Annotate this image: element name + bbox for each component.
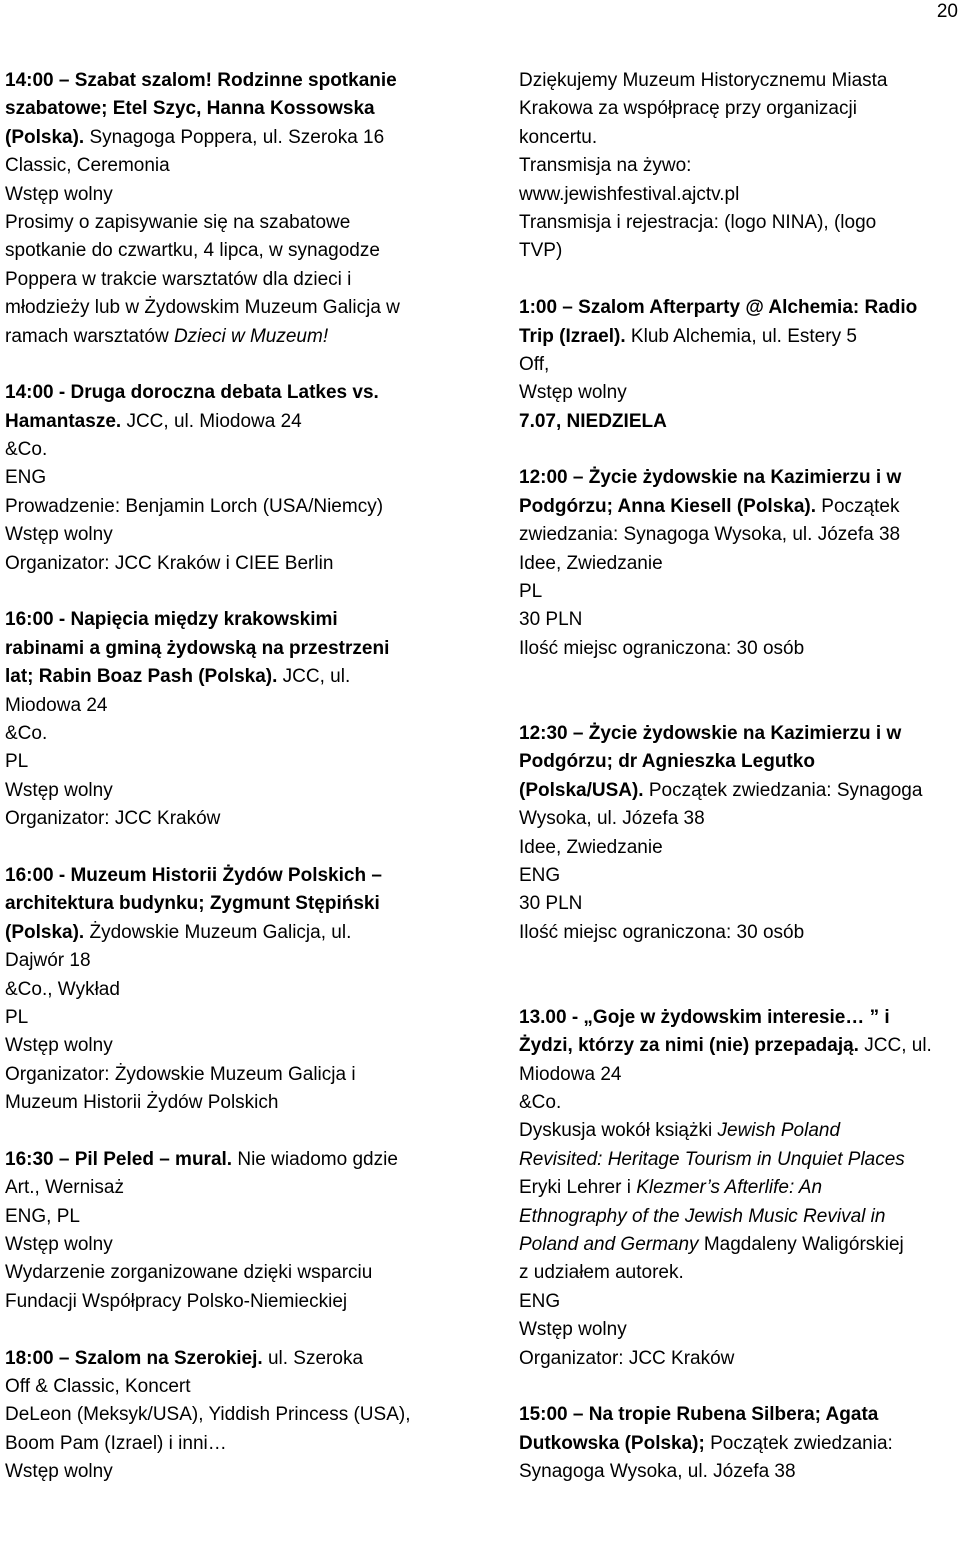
text-line-e6-l1 [5,1345,475,1373]
text-line-e5-l6 [5,1288,475,1316]
blank-line [5,834,475,862]
blank-line [5,578,475,606]
text-line-r6-l8 [519,1203,959,1231]
text-span: Dyskusja wokół książki [519,1120,718,1142]
text-line-e5-l3 [5,1203,475,1231]
text-line-e2-l2 [5,408,475,436]
text-span: Transmisja i rejestracja: (logo NINA), (logo [519,211,877,233]
text-span: spotkanie do czwartku, 4 lipca, w synagodze [5,240,380,262]
blank-line [519,663,959,691]
blank-line [519,947,959,975]
text-line-e1-l6 [5,209,475,237]
text-line-e6-l2 [5,1373,475,1401]
text-span: Off & Classic, Koncert [5,1375,191,1397]
text-line-e2-l7 [5,550,475,578]
text-span: www.jewishfestival.ajctv.pl [519,183,740,205]
text-line-r6-l6 [519,1146,959,1174]
text-line-r1-l2 [519,95,959,123]
text-span: Wstęp wolny [5,524,113,546]
text-line-r4-l3 [519,521,959,549]
text-line-e4-l2 [5,890,475,918]
bold-text: 16:30 – Pil Peled – mural. [5,1148,233,1170]
text-line-e1-l5 [5,181,475,209]
text-line-r6-l2 [519,1032,959,1060]
text-line-r1-l7 [519,237,959,265]
text-line-e1-l9 [5,294,475,322]
text-span: zwiedzania: Synagoga Wysoka, ul. Józefa 38 [519,524,901,546]
text-line-e4-l3 [5,919,475,947]
text-line-e3-l3 [5,663,475,691]
text-span: Wstęp wolny [5,1234,113,1256]
text-line-e5-l1 [5,1146,475,1174]
text-span: Idee, Zwiedzanie [519,552,663,574]
text-line-r1-l3 [519,124,959,152]
text-line-r1-l4 [519,152,959,180]
text-line-r7-l1 [519,1401,959,1429]
text-span: Miodowa 24 [519,1063,622,1085]
text-line-r4-l2 [519,493,959,521]
blank-line [519,692,959,720]
blank-line [5,351,475,379]
text-line-r6-l12 [519,1316,959,1344]
blank-line [5,1117,475,1145]
text-span: Nie wiadomo gdzie [232,1148,398,1170]
bold-text: Trip (Izrael). [519,325,626,347]
blank-line [519,436,959,464]
text-line-r2-l1 [519,294,959,322]
text-line-r5-l7 [519,890,959,918]
text-line-e5-l5 [5,1259,475,1287]
bold-text: (Polska/USA). [519,779,644,801]
text-line-r5-l1 [519,720,959,748]
text-line-e3-l6 [5,748,475,776]
bold-text: Podgórzu; Anna Kiesell (Polska). [519,495,817,517]
text-span: &Co. [519,1092,562,1114]
text-line-r6-l10 [519,1259,959,1287]
text-line-r6-l13 [519,1345,959,1373]
text-line-e4-l1 [5,862,475,890]
text-line-e3-l7 [5,777,475,805]
text-line-r7-l3 [519,1458,959,1486]
text-span: Wstęp wolny [5,1461,113,1483]
text-span: Dajwór 18 [5,950,91,972]
bold-text: Dutkowska (Polska); [519,1432,705,1454]
text-span: Boom Pam (Izrael) i inni… [5,1432,227,1454]
text-span: Ilość miejsc ograniczona: 30 osób [519,921,805,943]
text-span: Art., Wernisaż [5,1177,124,1199]
text-line-e4-l5 [5,976,475,1004]
bold-text: 13.00 - „Goje w żydowskim interesie… ” i [519,1006,890,1028]
bold-text: 14:00 – Szabat szalom! Rodzinne spotkanie [5,70,397,91]
text-span: TVP) [519,240,563,262]
bold-text: Żydzi, którzy za nimi (nie) przepadają. [519,1035,859,1057]
text-line-r6-l5 [519,1117,959,1145]
text-span: ul. Szeroka [262,1347,364,1369]
italic-text: Dzieci w Muzeum! [173,325,329,347]
text-span: Krakowa za współpracę przy organizacji [519,98,857,120]
bold-text: szabatowe; Etel Szyc, Hanna Kossowska [5,98,375,120]
text-span: Off, [519,353,550,375]
right-column [519,67,959,1487]
text-line-r1-l6 [519,209,959,237]
bold-text: Hamantasze. [5,410,122,432]
text-span: Prosimy o zapisywanie się na szabatowe [5,211,351,233]
text-line-r5-l6 [519,862,959,890]
bold-text: 16:00 - Napięcia między krakowskimi [5,609,338,631]
text-span: Wydarzenie zorganizowane dzięki wsparciu [5,1262,373,1284]
bold-text: 7.07, NIEDZIELA [519,410,667,432]
text-line-e2-l5 [5,493,475,521]
text-line-e2-l4 [5,464,475,492]
left-column [5,67,475,1487]
text-line-e1-l2 [5,95,475,123]
text-line-e5-l2 [5,1174,475,1202]
text-span: Wstęp wolny [519,1319,627,1341]
text-span: PL [5,1006,29,1028]
text-line-r5-l2 [519,748,959,776]
bold-text: 12:00 – Życie żydowskie na Kazimierzu i w [519,467,902,489]
text-line-e3-l4 [5,692,475,720]
text-line-r2-l3 [519,351,959,379]
text-span: Dziękujemy Muzeum Historycznemu Miasta [519,70,888,91]
bold-text: (Polska). [5,126,85,148]
text-line-r3-l1 [519,408,959,436]
text-line-r4-l1 [519,464,959,492]
bold-text: rabinami a gminą żydowską na przestrzeni [5,637,390,659]
text-span: Classic, Ceremonia [5,155,170,177]
text-span: PL [519,581,543,603]
text-line-e5-l4 [5,1231,475,1259]
text-span: DeLeon (Meksyk/USA), Yiddish Princess (USA), [5,1404,411,1426]
bold-text: 15:00 – Na tropie Rubena Silbera; Agata [519,1404,879,1426]
text-line-e1-l1 [5,67,475,95]
bold-text: 16:00 - Muzeum Historii Żydów Polskich – [5,864,382,886]
text-line-e6-l3 [5,1401,475,1429]
text-line-r6-l11 [519,1288,959,1316]
text-line-r5-l8 [519,919,959,947]
text-span: Transmisja na żywo: [519,155,692,177]
text-line-e2-l6 [5,521,475,549]
text-span: &Co., Wykład [5,978,120,1000]
text-line-r2-l4 [519,379,959,407]
blank-line [519,976,959,1004]
text-span: ENG [519,1290,561,1312]
text-line-r7-l2 [519,1430,959,1458]
text-span: PL [5,751,29,773]
bold-text: Podgórzu; dr Agnieszka Legutko [519,751,815,773]
text-span: z udziałem autorek. [519,1262,684,1284]
text-span: Prowadzenie: Benjamin Lorch (USA/Niemcy) [5,495,384,517]
text-span: ENG, PL [5,1205,80,1227]
text-span: Magdaleny Waligórskiej [698,1234,904,1256]
blank-line [519,1373,959,1401]
text-span: &Co. [5,439,48,461]
text-line-r1-l5 [519,181,959,209]
text-line-e3-l1 [5,606,475,634]
text-line-r6-l3 [519,1061,959,1089]
text-span: Fundacji Współpracy Polsko-Niemieckiej [5,1290,348,1312]
italic-text: Ethnography of the Jewish Music Revival in [519,1205,886,1227]
italic-text: Revisited: Heritage Tourism in Unquiet Places [519,1148,905,1170]
text-line-e4-l7 [5,1032,475,1060]
text-span: Organizator: Żydowskie Muzeum Galicja i [5,1063,356,1085]
text-span: Początek zwiedzania: [704,1432,893,1454]
text-line-r6-l9 [519,1231,959,1259]
text-line-e4-l9 [5,1089,475,1117]
text-span: Organizator: JCC Kraków [519,1347,735,1369]
text-span: Początek zwiedzania: Synagoga [643,779,923,801]
blank-line [519,266,959,294]
text-span: ramach warsztatów [5,325,174,347]
text-span: Miodowa 24 [5,694,108,716]
text-line-e3-l8 [5,805,475,833]
text-span: Organizator: JCC Kraków i CIEE Berlin [5,552,334,574]
text-span: Żydowskie Muzeum Galicja, ul. [84,921,352,943]
bold-text: architektura budynku; Zygmunt Stępiński [5,893,380,915]
text-line-e1-l3 [5,124,475,152]
bold-text: 18:00 – Szalom na Szerokiej. [5,1347,263,1369]
text-line-r6-l7 [519,1174,959,1202]
text-span: Organizator: JCC Kraków [5,808,221,830]
text-line-e4-l8 [5,1061,475,1089]
text-line-e2-l3 [5,436,475,464]
text-span: Poppera w trakcie warsztatów dla dzieci i [5,268,352,290]
text-line-r4-l5 [519,578,959,606]
text-line-e4-l6 [5,1004,475,1032]
text-line-r5-l4 [519,805,959,833]
italic-text: Klezmer’s Afterlife: An [636,1177,823,1199]
text-span: 30 PLN [519,609,583,631]
text-span: 30 PLN [519,893,583,915]
bold-text: lat; Rabin Boaz Pash (Polska). [5,666,278,688]
text-span: Wstęp wolny [5,183,113,205]
text-line-e4-l4 [5,947,475,975]
text-line-r6-l4 [519,1089,959,1117]
text-span: JCC, ul. [277,666,351,688]
text-line-e2-l1 [5,379,475,407]
text-span: Wstęp wolny [519,382,627,404]
text-span: Wysoka, ul. Józefa 38 [519,808,705,830]
italic-text: Poland and Germany [519,1234,699,1256]
bold-text: 12:30 – Życie żydowskie na Kazimierzu i w [519,722,902,744]
blank-line [5,1316,475,1344]
text-line-e1-l7 [5,237,475,265]
text-span: młodzieży lub w Żydowskim Muzeum Galicja w [5,297,400,319]
text-span: Klub Alchemia, ul. Estery 5 [625,325,857,347]
text-line-e6-l5 [5,1458,475,1486]
text-span: Eryki Lehrer i [519,1177,637,1199]
text-span: Synagoga Wysoka, ul. Józefa 38 [519,1461,796,1483]
text-line-r4-l7 [519,635,959,663]
text-line-e3-l2 [5,635,475,663]
italic-text: Jewish Poland [717,1120,841,1142]
text-span: Idee, Zwiedzanie [519,836,663,858]
text-span: Wstęp wolny [5,1035,113,1057]
text-line-r5-l5 [519,834,959,862]
text-line-e1-l10 [5,323,475,351]
text-span: Początek [816,495,900,517]
bold-text: 1:00 – Szalom Afterparty @ Alchemia: Radio [519,297,918,319]
text-span: JCC, ul. Miodowa 24 [121,410,302,432]
page-number: 20 [936,1,958,22]
text-line-e1-l4 [5,152,475,180]
text-line-r4-l6 [519,606,959,634]
text-line-r2-l2 [519,323,959,351]
text-line-r5-l3 [519,777,959,805]
text-line-r1-l1 [519,67,959,95]
text-span: Ilość miejsc ograniczona: 30 osób [519,637,805,659]
text-line-r6-l1 [519,1004,959,1032]
text-span: ENG [5,467,47,489]
text-span: JCC, ul. [858,1035,932,1057]
bold-text: 14:00 - Druga doroczna debata Latkes vs. [5,382,379,404]
text-line-e6-l4 [5,1430,475,1458]
bold-text: (Polska). [5,921,85,943]
text-span: Synagoga Poppera, ul. Szeroka 16 [84,126,385,148]
text-span: Wstęp wolny [5,779,113,801]
text-line-e3-l5 [5,720,475,748]
text-span: &Co. [5,722,48,744]
text-span: koncertu. [519,126,598,148]
text-line-r4-l4 [519,550,959,578]
text-line-e1-l8 [5,266,475,294]
text-span: ENG [519,864,561,886]
text-span: Muzeum Historii Żydów Polskich [5,1092,279,1114]
